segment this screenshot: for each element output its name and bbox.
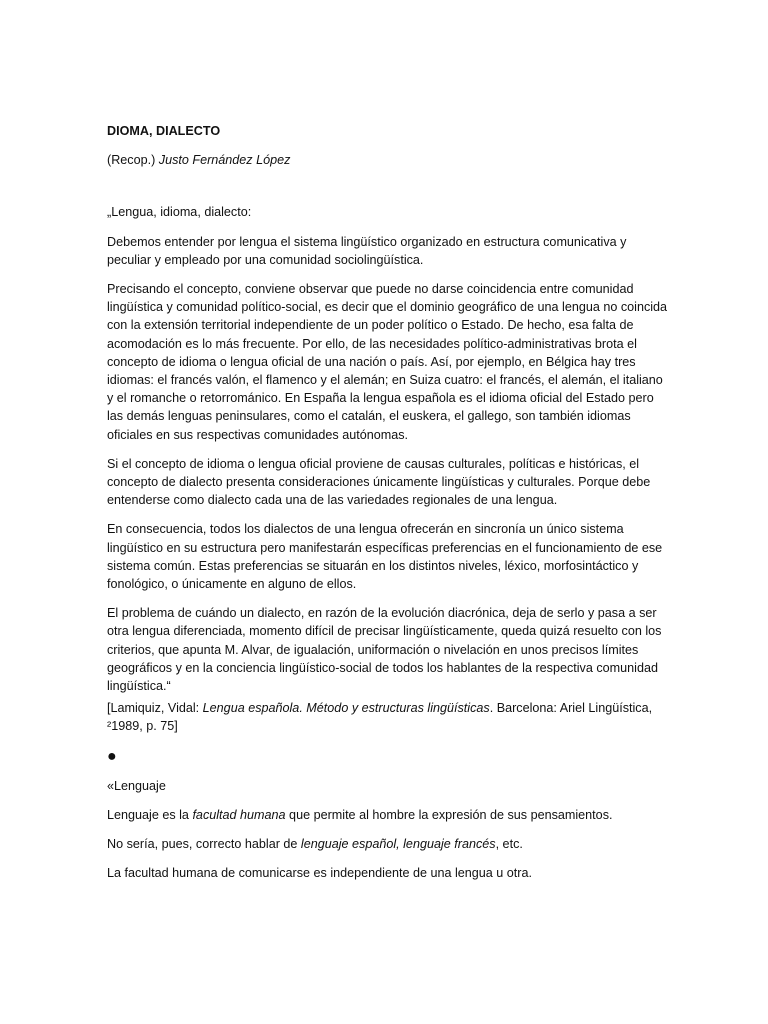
document-title: DIOMA, DIALECTO: [107, 124, 221, 138]
citation: [107, 699, 668, 735]
paragraph-1: Debemos entender por lengua el sistema lingüístico organizado en estructura comunicativa y peculiar y empleado por una comunidad sociolingüística.: [107, 234, 627, 267]
p7-italic: lenguaje español, lenguaje francés: [300, 837, 496, 852]
section-heading-lenguaje: «Lenguaje: [107, 778, 166, 793]
citation-rest: . Barcelona: Ariel Lingüística, ²1989, p. 75]: [107, 701, 653, 734]
p6-end: que permite al hombre la expresión de sus pensamientos.: [285, 807, 613, 822]
p7-end: , etc.: [495, 837, 523, 852]
p7-start: No sería, pues, correcto hablar de: [107, 837, 301, 852]
paragraph-3: Si el concepto de idioma o lengua oficial proviene de causas culturales, políticas e históricas, el concepto de dialecto presenta consideraciones únicamente lingüísticas y culturales. Porque debe entenderse como dialecto cada una de las variedades regionales de una lengua.: [107, 456, 651, 508]
citation-open: [Lamiquiz, Vidal:: [107, 701, 203, 716]
byline-author: Justo Fernández López: [158, 153, 291, 168]
p6-start: Lenguaje es la: [107, 807, 193, 822]
paragraph-4: En consecuencia, todos los dialectos de una lengua ofrecerán en sincronía un único sistema lingüístico en su estructura pero manifestarán específicas preferencias en el funcionamiento de ese sistema común. Estas preferencias se situarán en los distintos niveles, léxico, morfosintáctico y fonológico, o únicamente en alguno de ellos.: [107, 522, 663, 592]
section-heading-lengua: „Lengua, idioma, dialecto:: [107, 205, 252, 220]
paragraph-8: La facultad humana de comunicarse es independiente de una lengua u otra.: [107, 866, 532, 881]
paragraph-2: Precisando el concepto, conviene observar que puede no darse coincidencia entre comunidad lingüística y comunidad político-social, es decir que el dominio geográfico de una lengua no coincida con la extensión territorial independiente de un poder político o Estado. De hecho, esa falta de acomodación es lo más frecuente. Por ello, de las necesidades político-administrativas brota el concepto de idioma o lengua oficial de una nación o país. Así, por ejemplo, en Bélgica hay tres idiomas: el francés valón, el flamenco y el alemán; en Suiza cuatro: el francés, el alemán, el italiano y el romanche o retorrománico. En España la lengua española es el idioma oficial del Estado pero las demás lenguas peninsulares, como el catalán, el euskera, el gallego, son también idiomas oficiales en sus respectivas comunidades autónomas.: [107, 282, 668, 442]
paragraph-5: El problema de cuándo un dialecto, en razón de la evolución diacrónica, deja de serlo y pasa a ser otra lengua diferenciada, momento difícil de precisar lingüísticamente, queda quizá resuelto con los criterios, que apunta M. Alvar, de igualación, uniformación o nivelación en unos precisos límites geográficos y en la conciencia lingüístico-social de todos los hablantes de la respectiva comunidad lingüística.“: [107, 606, 662, 694]
citation-title: Lengua española. Método y estructuras lingüísticas: [202, 701, 490, 716]
bullet-marker: ●: [107, 747, 117, 765]
byline: [107, 151, 668, 169]
paragraph-7: [107, 835, 668, 853]
p6-italic: facultad humana: [192, 807, 286, 822]
byline-prefix: (Recop.): [107, 153, 159, 168]
paragraph-6: [107, 806, 668, 824]
